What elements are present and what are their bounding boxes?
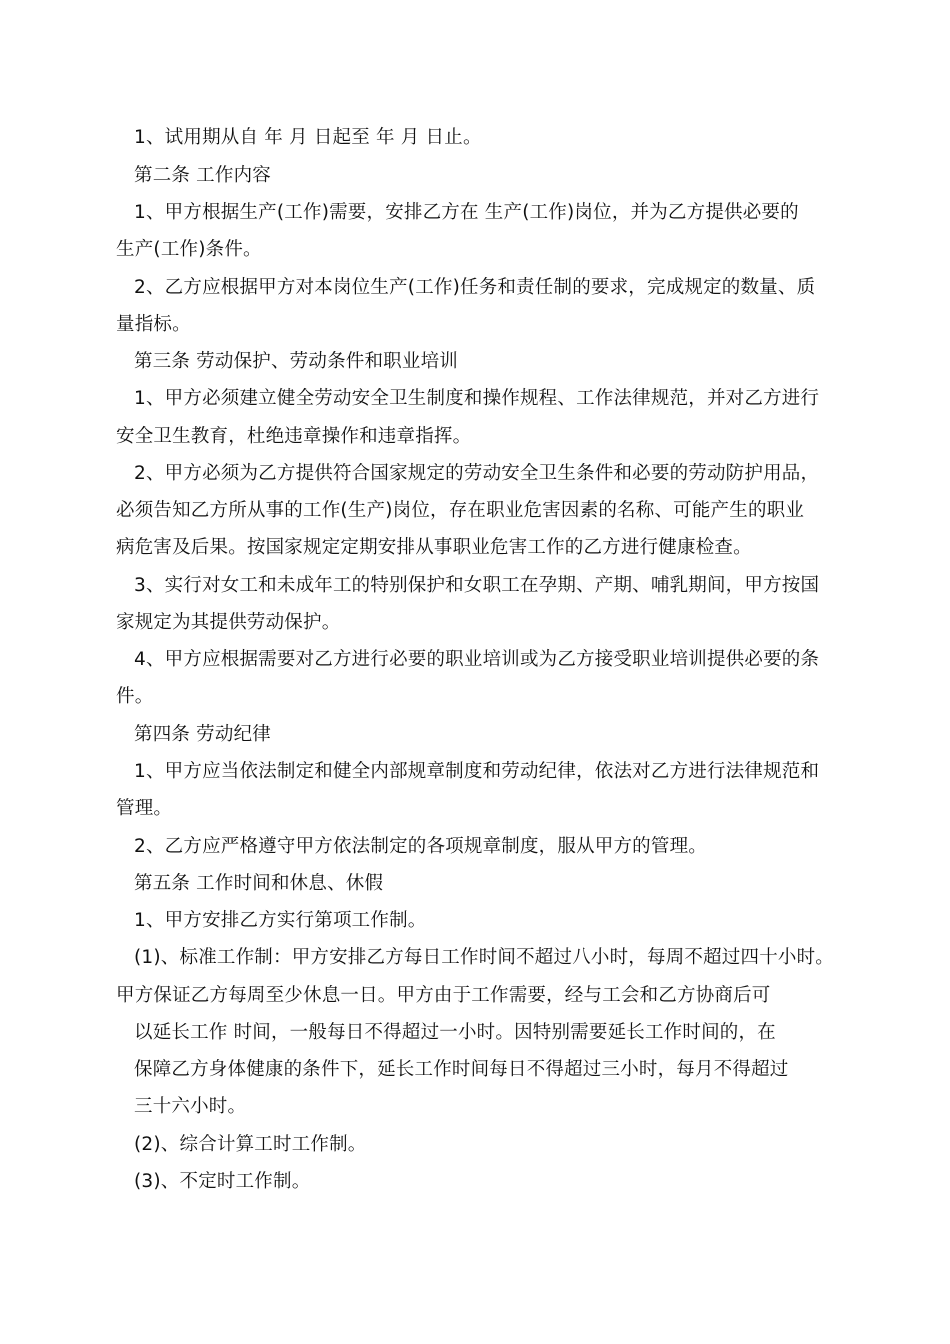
text-line: 三十六小时。 <box>134 1096 247 1117</box>
section-heading: 第五条 工作时间和休息、休假 <box>134 873 384 894</box>
section-heading: 第三条 劳动保护、劳动条件和职业培训 <box>134 351 458 372</box>
text-line: 家规定为其提供劳动保护。 <box>116 612 341 633</box>
text-line: 2、甲方必须为乙方提供符合国家规定的劳动安全卫生条件和必要的劳动防护用品， <box>134 463 820 484</box>
text-line: 生产(工作)条件。 <box>116 239 262 260</box>
text-line: 2、乙方应根据甲方对本岗位生产(工作)任务和责任制的要求，完成规定的数量、质 <box>134 277 816 298</box>
text-line: 1、甲方应当依法制定和健全内部规章制度和劳动纪律，依法对乙方进行法律规范和 <box>134 761 820 782</box>
text-line: 2、乙方应严格遵守甲方依法制定的各项规章制度，服从甲方的管理。 <box>134 836 707 857</box>
text-line: 病危害及后果。按国家规定定期安排从事职业危害工作的乙方进行健康检查。 <box>116 537 752 558</box>
text-line: 1、甲方根据生产(工作)需要，安排乙方在 生产(工作)岗位，并为乙方提供必要的 <box>134 202 799 223</box>
text-line: 管理。 <box>116 798 173 819</box>
text-line: 量指标。 <box>116 314 191 335</box>
text-line: 3、实行对女工和未成年工的特别保护和女职工在孕期、产期、哺乳期间，甲方按国 <box>134 575 820 596</box>
text-line: 1、甲方安排乙方实行第项工作制。 <box>134 910 427 931</box>
text-line: (2)、综合计算工时工作制。 <box>134 1134 367 1155</box>
text-line: 1、试用期从自 年 月 日起至 年 月 日止。 <box>134 127 482 148</box>
text-line: 4、甲方应根据需要对乙方进行必要的职业培训或为乙方接受职业培训提供必要的条 <box>134 649 820 670</box>
text-line: 安全卫生教育，杜绝违章操作和违章指挥。 <box>116 426 472 447</box>
text-line: 1、甲方必须建立健全劳动安全卫生制度和操作规程、工作法律规范，并对乙方进行 <box>134 388 820 409</box>
text-line: 必须告知乙方所从事的工作(生产)岗位，存在职业危害因素的名称、可能产生的职业 <box>116 500 805 521</box>
section-heading: 第二条 工作内容 <box>134 165 271 186</box>
section-heading: 第四条 劳动纪律 <box>134 724 271 745</box>
text-line: 件。 <box>116 686 154 707</box>
text-line: 以延长工作 时间，一般每日不得超过一小时。因特别需要延长工作时间的，在 <box>134 1022 776 1043</box>
text-line: (1)、标准工作制：甲方安排乙方每日工作时间不超过八小时，每周不超过四十小时。 <box>134 947 835 968</box>
text-line: 甲方保证乙方每周至少休息一日。甲方由于工作需要，经与工会和乙方协商后可 <box>116 985 771 1006</box>
text-line: (3)、不定时工作制。 <box>134 1171 311 1192</box>
text-line: 保障乙方身体健康的条件下，延长工作时间每日不得超过三小时，每月不得超过 <box>134 1059 789 1080</box>
